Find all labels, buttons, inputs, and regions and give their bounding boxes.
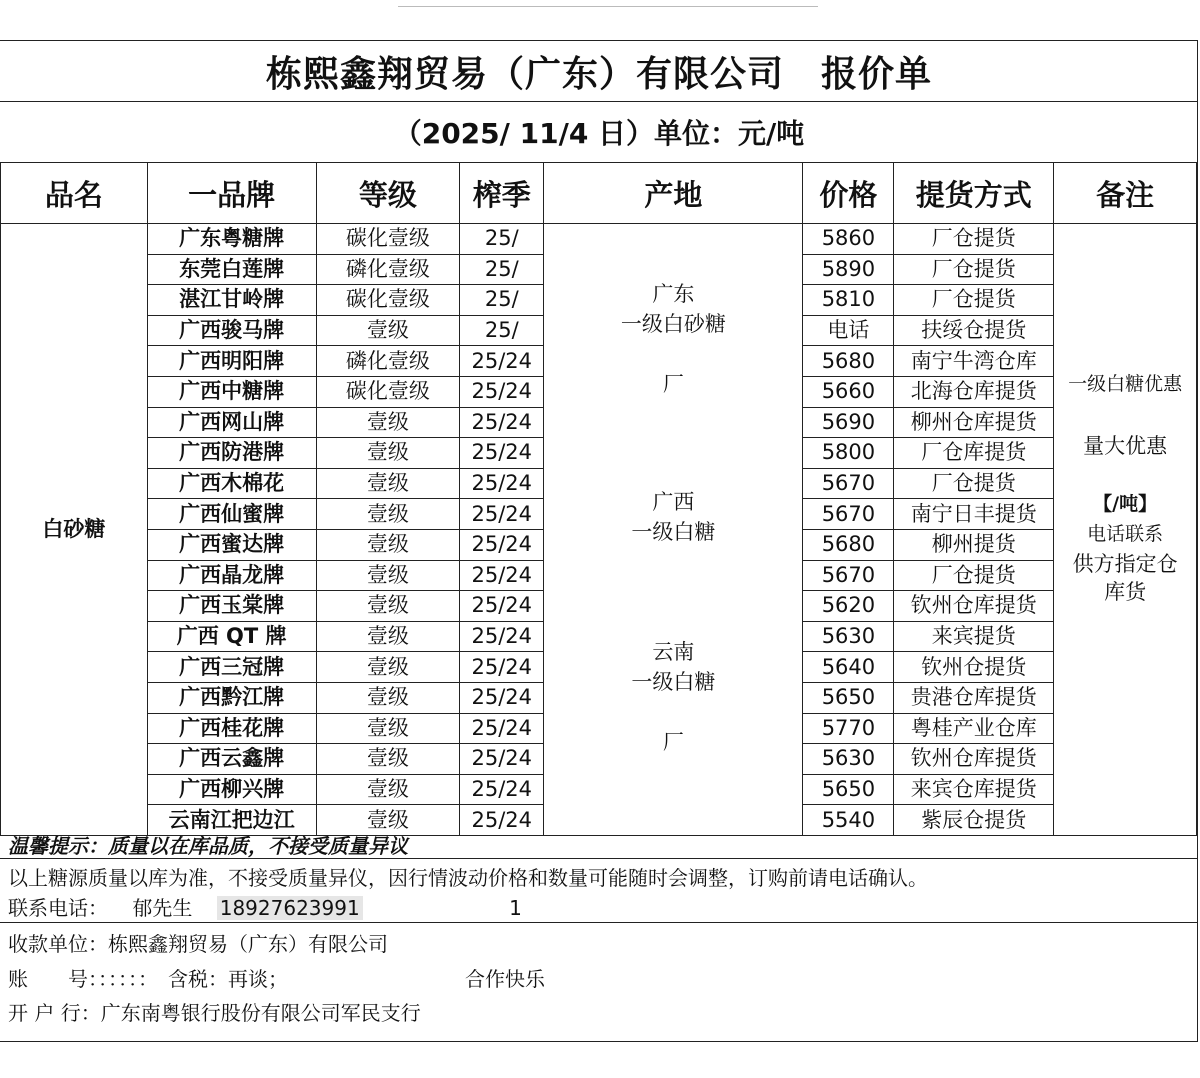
brand-cell: 广西蜜达牌 — [147, 529, 316, 560]
pickup-cell: 厂仓提货 — [894, 468, 1054, 499]
contact-line — [8, 892, 522, 921]
pickup-cell: 柳州提货 — [894, 529, 1054, 560]
pickup-cell: 北海仓库提货 — [894, 376, 1054, 407]
page-title: 栋熙鑫翔贸易（广东）有限公司 报价单 — [0, 41, 1198, 102]
note-5: 供方指定仓 — [1072, 552, 1178, 576]
season-cell: 25/24 — [460, 407, 544, 438]
pickup-cell: 厂仓提货 — [894, 254, 1054, 285]
season-cell: 25/24 — [460, 346, 544, 377]
header-price: 价格 — [803, 163, 894, 224]
origin-yn-2: 一级白糖 — [631, 670, 716, 694]
quote-sheet — [0, 40, 1198, 1042]
origin-cell — [544, 224, 803, 836]
season-cell: 25/24 — [460, 468, 544, 499]
price-cell: 5770 — [803, 713, 894, 744]
pickup-cell: 厂仓库提货 — [894, 438, 1054, 469]
brand-cell: 广西 QT 牌 — [147, 621, 316, 652]
pickup-cell: 钦州仓库提货 — [894, 744, 1054, 775]
brand-cell: 广西晶龙牌 — [147, 560, 316, 591]
pickup-cell: 来宾提货 — [894, 621, 1054, 652]
origin-gx-1: 广西 — [652, 490, 695, 514]
brand-cell: 广西柳兴牌 — [147, 774, 316, 805]
header-season: 榨季 — [460, 163, 544, 224]
grade-cell: 壹级 — [316, 805, 460, 836]
brand-cell: 广西玉棠牌 — [147, 591, 316, 622]
grade-cell: 壹级 — [316, 591, 460, 622]
payee-text: 收款单位：栋熙鑫翔贸易（广东）有限公司 — [8, 932, 388, 956]
grade-cell: 碳化壹级 — [316, 376, 460, 407]
brand-cell: 湛江甘岭牌 — [147, 285, 316, 316]
bank-text: 开 户 行：广东南粤银行股份有限公司军民支行 — [8, 1001, 421, 1025]
grade-cell: 壹级 — [316, 560, 460, 591]
header-pickup: 提货方式 — [894, 163, 1054, 224]
grade-cell: 壹级 — [316, 468, 460, 499]
season-cell: 25/24 — [460, 621, 544, 652]
season-cell: 25/24 — [460, 529, 544, 560]
price-cell: 5860 — [803, 224, 894, 255]
note-3: 【/吨】 — [1093, 493, 1158, 515]
grade-cell: 壹级 — [316, 529, 460, 560]
grade-cell: 壹级 — [316, 621, 460, 652]
cooperation-text: 合作快乐 — [465, 967, 545, 991]
notes-cell — [1054, 224, 1197, 836]
brand-cell: 广西防港牌 — [147, 438, 316, 469]
season-cell: 25/24 — [460, 652, 544, 683]
origin-gd-1: 广东 — [652, 282, 695, 306]
grade-cell: 壹级 — [316, 652, 460, 683]
contact-name: 郁先生 — [132, 896, 193, 920]
price-cell: 5650 — [803, 774, 894, 805]
brand-cell: 广东粤糖牌 — [147, 224, 316, 255]
grade-cell: 壹级 — [316, 713, 460, 744]
disclaimer-text: 以上糖源质量以库为准，不接受质量异仪，因行情波动价格和数量可能随时会调整，订购前请电话确认。 — [8, 866, 928, 890]
pickup-cell: 扶绥仓提货 — [894, 315, 1054, 346]
brand-cell: 广西中糖牌 — [147, 376, 316, 407]
season-cell: 25/ — [460, 224, 544, 255]
note-2: 量大优惠 — [1083, 434, 1168, 458]
price-cell: 5670 — [803, 468, 894, 499]
header-grade: 等级 — [316, 163, 460, 224]
pickup-cell: 厂仓提货 — [894, 285, 1054, 316]
price-cell: 5630 — [803, 744, 894, 775]
grade-cell: 壹级 — [316, 407, 460, 438]
season-cell: 25/24 — [460, 376, 544, 407]
pickup-cell: 钦州仓提货 — [894, 652, 1054, 683]
page-subtitle: （2025/ 11/4 日）单位：元/吨 — [0, 101, 1198, 163]
pickup-cell: 紫辰仓提货 — [894, 805, 1054, 836]
grade-cell: 壹级 — [316, 744, 460, 775]
price-cell: 5620 — [803, 591, 894, 622]
price-cell: 5670 — [803, 499, 894, 530]
grade-cell: 壹级 — [316, 315, 460, 346]
price-cell: 5660 — [803, 376, 894, 407]
season-cell: 25/24 — [460, 744, 544, 775]
price-cell: 5800 — [803, 438, 894, 469]
season-cell: 25/24 — [460, 438, 544, 469]
grade-cell: 磷化壹级 — [316, 254, 460, 285]
origin-gx-2: 一级白糖 — [631, 520, 716, 544]
price-cell: 5650 — [803, 682, 894, 713]
season-cell: 25/24 — [460, 591, 544, 622]
product-name-cell: 白砂糖 — [1, 224, 148, 836]
grade-cell: 碳化壹级 — [316, 224, 460, 255]
brand-cell: 广西云鑫牌 — [147, 744, 316, 775]
price-cell: 电话 — [803, 315, 894, 346]
pickup-cell: 粤桂产业仓库 — [894, 713, 1054, 744]
season-cell: 25/ — [460, 315, 544, 346]
note-6: 库货 — [1104, 580, 1147, 604]
pickup-cell: 厂仓提货 — [894, 560, 1054, 591]
price-cell: 5680 — [803, 529, 894, 560]
brand-cell: 广西网山牌 — [147, 407, 316, 438]
grade-cell: 壹级 — [316, 499, 460, 530]
grade-cell: 碳化壹级 — [316, 285, 460, 316]
origin-yn-1: 云南 — [652, 640, 695, 664]
pickup-cell: 来宾仓库提货 — [894, 774, 1054, 805]
account-text: 账 号：：：：：： 含税：再谈； — [8, 967, 288, 991]
origin-yn-3: 厂 — [662, 730, 684, 754]
price-cell: 5670 — [803, 560, 894, 591]
season-cell: 25/24 — [460, 499, 544, 530]
season-cell: 25/24 — [460, 682, 544, 713]
pickup-cell: 柳州仓库提货 — [894, 407, 1054, 438]
season-cell: 25/24 — [460, 774, 544, 805]
price-cell: 5810 — [803, 285, 894, 316]
note-1: 一级白糖优惠 — [1068, 373, 1183, 395]
price-cell: 5630 — [803, 621, 894, 652]
pickup-cell: 贵港仓库提货 — [894, 682, 1054, 713]
price-cell: 5680 — [803, 346, 894, 377]
header-notes: 备注 — [1054, 163, 1197, 224]
price-cell: 5690 — [803, 407, 894, 438]
grade-cell: 壹级 — [316, 774, 460, 805]
grade-cell: 壹级 — [316, 682, 460, 713]
brand-cell: 广西桂花牌 — [147, 713, 316, 744]
pickup-cell: 南宁日丰提货 — [894, 499, 1054, 530]
contact-extra: 1 — [509, 896, 522, 920]
season-cell: 25/ — [460, 254, 544, 285]
price-cell: 5540 — [803, 805, 894, 836]
season-cell: 25/24 — [460, 713, 544, 744]
header-product: 品名 — [1, 163, 148, 224]
header-brand: 一品牌 — [147, 163, 316, 224]
warning-text: 温馨提示：质量以在库品质，不接受质量异议 — [8, 834, 408, 858]
table-header-row — [1, 163, 1197, 224]
brand-cell: 云南江把边江 — [147, 805, 316, 836]
grade-cell: 磷化壹级 — [316, 346, 460, 377]
table-row — [1, 224, 1197, 255]
season-cell: 25/24 — [460, 560, 544, 591]
grade-cell: 壹级 — [316, 438, 460, 469]
origin-gd-2: 一级白砂糖 — [620, 312, 726, 336]
contact-phone[interactable]: 18927623991 — [217, 896, 363, 920]
top-edge-line — [398, 0, 818, 7]
brand-cell: 广西黔江牌 — [147, 682, 316, 713]
brand-cell: 东莞白莲牌 — [147, 254, 316, 285]
brand-cell: 广西仙蜜牌 — [147, 499, 316, 530]
contact-label: 联系电话： — [8, 896, 108, 920]
origin-gd-3: 厂 — [662, 372, 684, 396]
price-cell: 5640 — [803, 652, 894, 683]
brand-cell: 广西三冠牌 — [147, 652, 316, 683]
season-cell: 25/24 — [460, 805, 544, 836]
header-origin: 产地 — [544, 163, 803, 224]
pickup-cell: 厂仓提货 — [894, 224, 1054, 255]
brand-cell: 广西骏马牌 — [147, 315, 316, 346]
brand-cell: 广西明阳牌 — [147, 346, 316, 377]
pickup-cell: 南宁牛湾仓库 — [894, 346, 1054, 377]
season-cell: 25/ — [460, 285, 544, 316]
pickup-cell: 钦州仓库提货 — [894, 591, 1054, 622]
price-table — [0, 162, 1197, 836]
note-4: 电话联系 — [1087, 523, 1164, 545]
brand-cell: 广西木棉花 — [147, 468, 316, 499]
price-cell: 5890 — [803, 254, 894, 285]
